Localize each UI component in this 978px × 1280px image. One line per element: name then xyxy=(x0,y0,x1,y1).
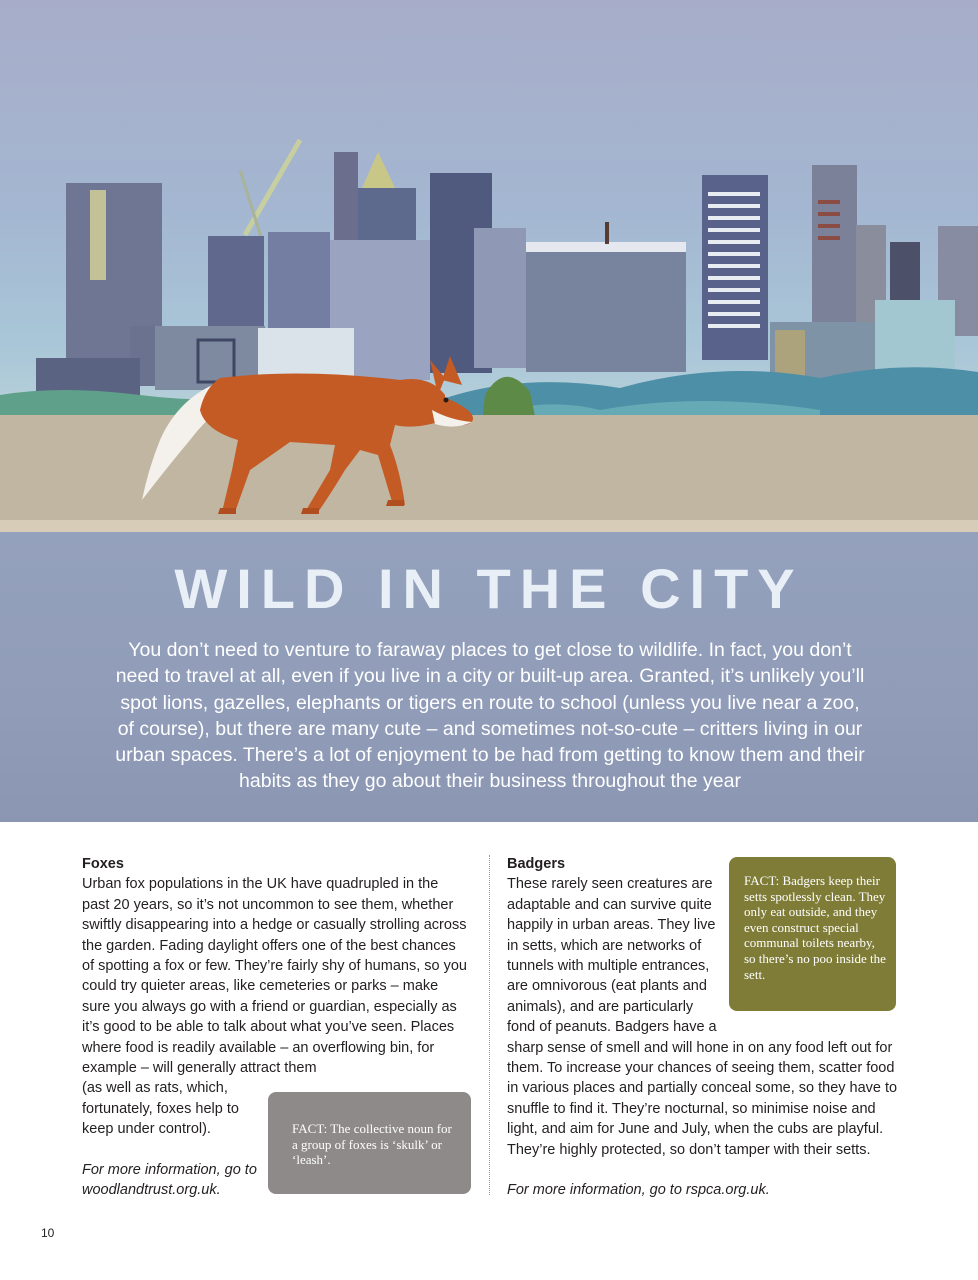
badger-fact-text: FACT: Badgers keep their setts spotlessly clean. They only eat outside, and they even construct special communal toilets nearby, so there’s no poo inside the sett. xyxy=(744,873,886,982)
intro-paragraph: You don’t need to venture to faraway places to get close to wildlife. In fact, you don’t need to travel at all, even if you live in a city or built-up area. Granted, it’s unlikely you’ll spot lions, gazelles, elephants or tigers en route to school (unless you live near a zoo, of course), but there are many cute – and sometimes not-so-cute – critters living in our urban spaces. There’s a lot of enjoyment to be had from getting to know them and their habits as they go about their business throughout the year xyxy=(115,639,865,793)
city-skyline-illustration xyxy=(0,0,978,532)
foxes-body-end: (as well as rats, which, fortunately, foxes help to keep under control). xyxy=(82,1080,239,1138)
page-title: WILD IN THE CITY xyxy=(174,557,804,620)
page-number: 10 xyxy=(41,1226,55,1240)
badgers-heading: Badgers xyxy=(507,856,566,872)
column-divider xyxy=(489,855,490,1195)
badgers-body: These rarely seen creatures are adaptable and can survive quite happily in urban areas. They live in setts, which are networks of tunnels with multiple entrances, are omnivorous (eat plants and animals), and are particularly fond of peanuts. Badgers have a xyxy=(507,876,717,1036)
badgers-more-info: For more information, go to rspca.org.uk. xyxy=(507,1182,770,1199)
badgers-body-end: sharp sense of smell and will hone in on any food left out for them. To increase your chances of seeing them, scatter food in various places and partially conceal some, so they have to snuffle to find it. They’re nocturnal, so minimise noise and light, and aim for June and July, when the cubs are playful. They’re highly protected, so don’t tamper with their setts. xyxy=(507,1039,898,1158)
badger-fact-box xyxy=(729,857,896,1011)
fox-fact-text: FACT: The collective noun for a group of foxes is ‘skulk’ or ‘leash’. xyxy=(292,1121,452,1168)
foxes-more-info: For more information, go to woodlandtrust.org.uk. xyxy=(82,1161,257,1199)
foxes-body: Urban fox populations in the UK have quadrupled in the past 20 years, so it’s not uncommon to see them, whether swiftly disappearing into a hedge or casually strolling across the garden. Fading daylight offers one of the best chances of spotting a fox or few. They’re fairly shy of humans, so you could try quieter areas, like cemeteries or parks – make sure you always go with a friend or guardian, especially as it’s good to be able to talk about what you’ve seen. Places where food is readily available – an overflowing bin, for example – will generally attract them xyxy=(82,876,467,1077)
fox-fact-box xyxy=(268,1092,471,1194)
foxes-heading: Foxes xyxy=(82,856,124,872)
